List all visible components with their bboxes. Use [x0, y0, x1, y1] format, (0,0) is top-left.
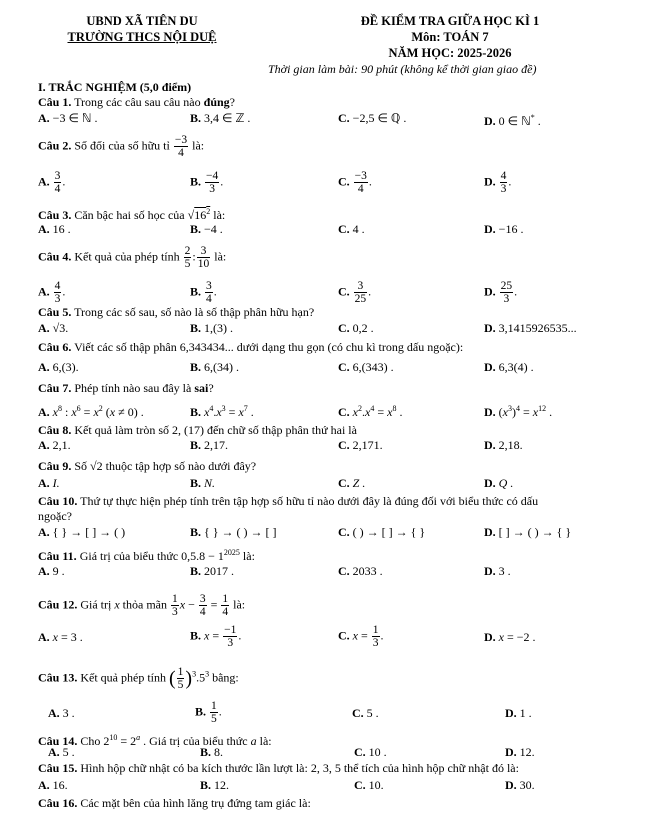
option: B. 12. — [200, 778, 230, 792]
option: A. 16 . — [38, 222, 71, 236]
option: C. $\frac{-3}{4}$ . — [338, 170, 372, 195]
question-13: Câu 13. Kết quả phép tính ( $\frac{1}{5}$ )$^3.5^3$ bằng: — [38, 666, 239, 691]
option: C. Z . — [338, 476, 366, 490]
school-name: TRƯỜNG THCS NỘI DUỆ — [67, 30, 217, 44]
option: C. $x^2.x^4 = x^8$ . — [338, 404, 403, 419]
option: B. x = $\frac{-1}{3}$ . — [190, 624, 242, 649]
option: C. 6,(343) . — [338, 360, 394, 374]
option: A. I. — [38, 476, 60, 490]
option: C. x = $\frac{1}{3}$ . — [338, 624, 384, 649]
option: B. 1,(3) . — [190, 321, 234, 335]
option: D. Q . — [484, 476, 514, 490]
option: D. 3,1415926535... — [484, 321, 577, 335]
option: D. 1 . — [505, 706, 532, 720]
option: C. 4 . — [338, 222, 365, 236]
question-11: Câu 11. Giá trị của biểu thức $0,5.8 - 1^{2025}$ là: — [38, 548, 255, 563]
option: A. x = 3 . — [38, 630, 83, 644]
option: D. 6,3(4) . — [484, 360, 534, 374]
question-15: Câu 15. Hình hộp chữ nhật có ba kích thước lần lượt là: 2, 3, 5 thể tích của hình hộp chữ nhật đó là: — [38, 761, 519, 775]
option: D. [ ] → ( ) → { } — [484, 525, 572, 539]
question-4: Câu 4. Kết quả của phép tính $\frac{2}{5}$ : $\frac{3}{10}$ là: — [38, 245, 227, 270]
option: C. 10 . — [354, 745, 387, 759]
question-10-cont: ngoặc? — [38, 509, 72, 523]
option: B. $x^4.x^3 = x^7$ . — [190, 404, 254, 419]
exam-subject: Môn: TOÁN 7 — [411, 30, 489, 44]
option: D. $(x^3)^4 = x^{12}$ . — [484, 404, 553, 419]
option: A. 16. — [38, 778, 68, 792]
question-1: Câu 1. Trong các câu sau câu nào đúng? — [38, 95, 235, 109]
option: D. x = −2 . — [484, 630, 536, 644]
question-3: Câu 3. Căn bậc hai số học của $√16^2$ là: — [38, 207, 226, 222]
option: A. $\frac{3}{4}$ . — [38, 170, 66, 195]
option: C. −2,5 ∈ ℚ . — [338, 111, 407, 125]
option: A. { } → [ ] → ( ) — [38, 525, 126, 539]
option: B. 8. — [200, 745, 224, 759]
school-authority: UBND XÃ TIÊN DU — [86, 14, 198, 28]
option: C. 2033 . — [338, 564, 383, 578]
option: B. { } → ( ) → [ ] — [190, 525, 277, 539]
question-6: Câu 6. Viết các số thập phân 6,343434... dưới dạng thu gọn (có chu kì trong dấu ngoặc): — [38, 340, 464, 354]
option: A. 9 . — [38, 564, 65, 578]
question-14: Câu 14. Cho $2^{10} = 2^a$ . Giá trị của biểu thức a là: — [38, 733, 272, 748]
option: B. N. — [190, 476, 216, 490]
option: A. √3. — [38, 321, 69, 335]
option: C. ( ) → [ ] → { } — [338, 525, 426, 539]
option: A. 3 . — [48, 706, 75, 720]
option: B. $\frac{3}{4}$ . — [190, 280, 217, 305]
time-note: Thời gian làm bài: 90 phút (không kể thời gian giao đề) — [268, 62, 537, 76]
option: A. −3 ∈ ℕ . — [38, 111, 98, 125]
option: C. $\frac{3}{25}$ . — [338, 280, 372, 305]
exam-year: NĂM HỌC: 2025-2026 — [388, 46, 512, 60]
exam-title: ĐỀ KIỂM TRA GIỮA HỌC KÌ 1 — [360, 14, 540, 28]
option: C. 0,2 . — [338, 321, 374, 335]
question-8: Câu 8. Kết quả làm tròn số 2, (17) đến chữ số thập phân thứ hai là — [38, 423, 357, 437]
option: B. 2,17. — [190, 438, 229, 452]
option: C. 2,171. — [338, 438, 383, 452]
question-7: Câu 7. Phép tính nào sau đây là sai? — [38, 381, 214, 395]
question-16: Câu 16. Các mặt bên của hình lăng trụ đứng tam giác là: — [38, 796, 311, 810]
option: C. 10. — [354, 778, 384, 792]
option: A. $x^8$ : $x^6 = x^2$ (x ≠ 0) . — [38, 404, 144, 419]
option: A. $\frac{4}{3}$ . — [38, 280, 66, 305]
option: B. 3,4 ∈ ℤ . — [190, 111, 251, 125]
option: D. 3 . — [484, 564, 511, 578]
option: C. 5 . — [352, 706, 379, 720]
option: B. $\frac{-4}{3}$ . — [190, 170, 224, 195]
option: D. 2,18. — [484, 438, 523, 452]
option: A. 2,1. — [38, 438, 71, 452]
option: D. 12. — [505, 745, 535, 759]
option: B. 6,(34) . — [190, 360, 240, 374]
question-12: Câu 12. Giá trị x thỏa mãn $\frac{1}{3}$ x − $\frac{3}{4}$ = $\frac{1}{4}$ là: — [38, 593, 246, 618]
option: D. −16 . — [484, 222, 524, 236]
question-10: Câu 10. Thứ tự thực hiện phép tính trên tập hợp số hữu tỉ nào dưới đây là đúng đối với biểu thức có dấu — [38, 494, 539, 508]
question-2: Câu 2. Số đối của số hữu tỉ $\frac{-3}{4}$ là: — [38, 134, 205, 159]
option: D. 30. — [505, 778, 535, 792]
section-title: I. TRẮC NGHIỆM (5,0 điểm) — [38, 80, 192, 94]
option: D. 0 ∈ ℕ* . — [484, 113, 541, 128]
option: D. $\frac{4}{3}$ . — [484, 170, 512, 195]
question-9: Câu 9. Số √2 thuộc tập hợp số nào dưới đây? — [38, 459, 257, 473]
option: B. 2017 . — [190, 564, 235, 578]
option: A. 5 . — [48, 745, 75, 759]
option: B. −4 . — [190, 222, 223, 236]
option: A. 6,(3). — [38, 360, 79, 374]
question-5: Câu 5. Trong các số sau, số nào là số thập phân hữu hạn? — [38, 305, 315, 319]
option: D. $\frac{25}{3}$ . — [484, 280, 518, 305]
option: B. $\frac{1}{5}$ . — [195, 700, 222, 725]
